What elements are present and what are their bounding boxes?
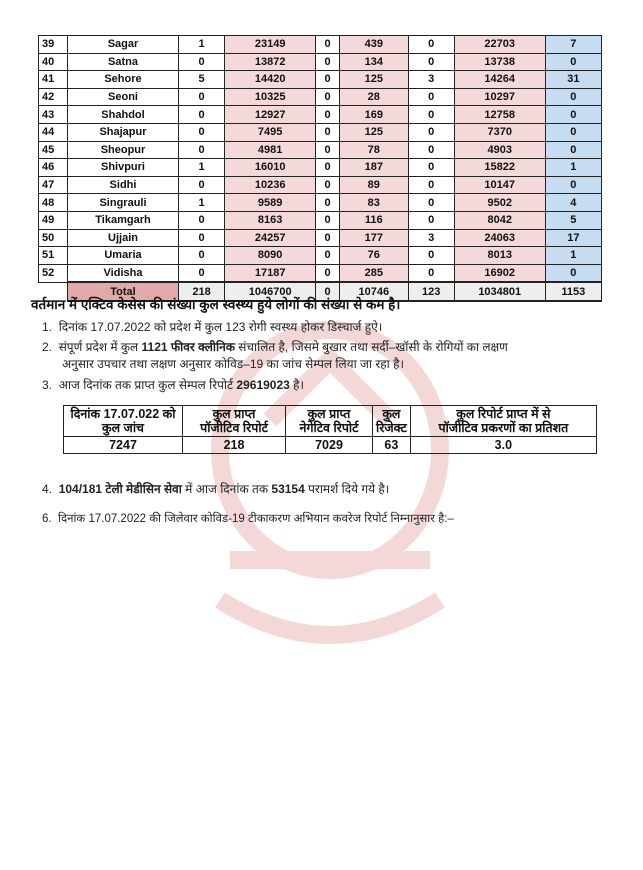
value-cell: 0 <box>179 106 225 124</box>
serial-cell: 43 <box>39 106 68 124</box>
point-4: 4. 104/181 टेली मेडीसिन सेवा में आज दिनांक तक 53154 परामर्श दिये गये है। <box>42 482 390 496</box>
value-negative: 7029 <box>286 437 373 454</box>
value-cell: 17 <box>545 229 601 247</box>
table-row <box>39 88 602 106</box>
value-cell: 5 <box>179 71 225 89</box>
value-cell: 0 <box>179 176 225 194</box>
value-cell: 14420 <box>225 71 316 89</box>
value-cell: 0 <box>545 53 601 71</box>
header-negative: कुल प्राप्त नेगेटिव रिपोर्ट <box>286 406 373 437</box>
value-cell: 5 <box>545 211 601 229</box>
point-3: 3. आज दिनांक तक प्राप्त कुल सेम्पल रिपोर्ट 29619023 है। <box>42 378 305 392</box>
value-cell: 13738 <box>454 53 545 71</box>
value-cell: 0 <box>408 123 454 141</box>
value-cell: 0 <box>316 194 340 212</box>
value-cell: 83 <box>340 194 409 212</box>
value-cell: 0 <box>316 247 340 265</box>
value-cell: 0 <box>408 211 454 229</box>
value-cell: 0 <box>316 71 340 89</box>
value-cell: 0 <box>316 123 340 141</box>
value-cell: 1 <box>179 36 225 54</box>
total-value-cell: 0 <box>316 282 340 301</box>
value-cell: 3 <box>408 71 454 89</box>
value-positivity: 3.0 <box>410 437 596 454</box>
district-name-cell: Sagar <box>68 36 179 54</box>
value-cell: 3 <box>408 229 454 247</box>
value-cell: 0 <box>179 88 225 106</box>
district-name-cell: Shivpuri <box>68 159 179 177</box>
serial-cell: 42 <box>39 88 68 106</box>
value-cell: 23149 <box>225 36 316 54</box>
value-cell: 8090 <box>225 247 316 265</box>
value-cell: 8163 <box>225 211 316 229</box>
header-total-tests: दिनांक 17.07.022 को कुल जांच <box>64 406 183 437</box>
value-cell: 116 <box>340 211 409 229</box>
value-cell: 0 <box>179 123 225 141</box>
value-cell: 125 <box>340 71 409 89</box>
point-1: 1. दिनांक 17.07.2022 को प्रदेश में कुल 123 रोगी स्वस्थ्य होकर डिस्चार्ज हुऐ। <box>42 320 383 334</box>
value-cell: 1 <box>545 247 601 265</box>
table-row <box>39 141 602 159</box>
total-value-cell: 10746 <box>340 282 409 301</box>
district-name-cell: Singrauli <box>68 194 179 212</box>
value-cell: 4903 <box>454 141 545 159</box>
total-value-cell: 1153 <box>545 282 601 301</box>
value-cell: 187 <box>340 159 409 177</box>
table-row <box>39 229 602 247</box>
value-cell: 0 <box>316 106 340 124</box>
value-cell: 0 <box>179 229 225 247</box>
header-positivity: कुल रिपोर्ट प्राप्त में से पॉजीटिव प्रकरणों का प्रतिशत <box>410 406 596 437</box>
serial-cell: 52 <box>39 264 68 282</box>
value-cell: 31 <box>545 71 601 89</box>
value-cell: 1 <box>179 159 225 177</box>
value-cell: 7370 <box>454 123 545 141</box>
value-cell: 10297 <box>454 88 545 106</box>
value-cell: 12927 <box>225 106 316 124</box>
value-cell: 9502 <box>454 194 545 212</box>
district-name-cell: Sidhi <box>68 176 179 194</box>
table-row <box>39 247 602 265</box>
value-cell: 0 <box>545 264 601 282</box>
value-total-tests: 7247 <box>64 437 183 454</box>
value-cell: 14264 <box>454 71 545 89</box>
value-cell: 17187 <box>225 264 316 282</box>
value-cell: 0 <box>545 123 601 141</box>
district-name-cell: Shahdol <box>68 106 179 124</box>
table-row <box>39 264 602 282</box>
value-cell: 0 <box>316 211 340 229</box>
district-name-cell: Vidisha <box>68 264 179 282</box>
district-name-cell: Shajapur <box>68 123 179 141</box>
serial-cell: 39 <box>39 36 68 54</box>
value-cell: 10236 <box>225 176 316 194</box>
value-cell: 125 <box>340 123 409 141</box>
value-positive: 218 <box>183 437 286 454</box>
district-name-cell: Satna <box>68 53 179 71</box>
serial-cell: 40 <box>39 53 68 71</box>
serial-cell: 50 <box>39 229 68 247</box>
value-cell: 0 <box>179 141 225 159</box>
value-cell: 16010 <box>225 159 316 177</box>
point-2-line-2: अनुसार उपचार तथा लक्षण अनुसार कोविड–19 का जांच सेम्पल लिया जा रहा है। <box>62 357 405 371</box>
serial-cell: 51 <box>39 247 68 265</box>
value-cell: 76 <box>340 247 409 265</box>
value-cell: 0 <box>316 88 340 106</box>
value-cell: 0 <box>408 264 454 282</box>
active-cases-heading: वर्तमान में एक्टिव केसेस की संख्या कुल स्वस्थ्य हुये लोगों की संख्या से कम है। <box>31 297 401 312</box>
table-row <box>39 159 602 177</box>
total-value-cell: 123 <box>408 282 454 301</box>
value-cell: 24257 <box>225 229 316 247</box>
value-cell: 1 <box>545 159 601 177</box>
district-name-cell: Ujjain <box>68 229 179 247</box>
table-row <box>39 36 602 54</box>
value-cell: 0 <box>179 247 225 265</box>
value-cell: 78 <box>340 141 409 159</box>
table-row <box>39 123 602 141</box>
serial-cell: 48 <box>39 194 68 212</box>
value-cell: 0 <box>408 194 454 212</box>
serial-cell: 41 <box>39 71 68 89</box>
total-value-cell: 1034801 <box>454 282 545 301</box>
point-6: 6. दिनांक 17.07.2022 की जिलेवार कोविड-19 टीकाकरण अभियान कवरेज रिपोर्ट निम्नानुसार है:– <box>42 513 454 525</box>
table-row <box>39 106 602 124</box>
total-value-cell: 218 <box>179 282 225 301</box>
total-label: Total <box>68 282 179 301</box>
value-cell: 15822 <box>454 159 545 177</box>
value-cell: 0 <box>316 176 340 194</box>
value-rejected: 63 <box>373 437 411 454</box>
value-cell: 285 <box>340 264 409 282</box>
serial-cell: 49 <box>39 211 68 229</box>
value-cell: 13872 <box>225 53 316 71</box>
value-cell: 0 <box>408 106 454 124</box>
serial-cell: 45 <box>39 141 68 159</box>
district-name-cell: Tikamgarh <box>68 211 179 229</box>
district-name-cell: Sheopur <box>68 141 179 159</box>
district-name-cell: Umaria <box>68 247 179 265</box>
value-cell: 0 <box>316 229 340 247</box>
value-cell: 0 <box>408 159 454 177</box>
value-cell: 0 <box>545 176 601 194</box>
serial-cell: 47 <box>39 176 68 194</box>
value-cell: 0 <box>316 141 340 159</box>
value-cell: 177 <box>340 229 409 247</box>
point-2: 2. संपूर्ण प्रदेश में कुल 1121 फीवर क्लीनिक संचालित है, जिसमे बुखार तथा सर्दी–खॉसी के रोगियों का लक्षण <box>42 340 508 354</box>
value-cell: 0 <box>545 141 601 159</box>
value-cell: 0 <box>408 53 454 71</box>
serial-cell: 44 <box>39 123 68 141</box>
value-cell: 0 <box>316 159 340 177</box>
value-cell: 8013 <box>454 247 545 265</box>
value-cell: 0 <box>179 53 225 71</box>
value-cell: 7495 <box>225 123 316 141</box>
value-cell: 28 <box>340 88 409 106</box>
value-cell: 22703 <box>454 36 545 54</box>
value-cell: 134 <box>340 53 409 71</box>
value-cell: 1 <box>179 194 225 212</box>
header-positive: कुल प्राप्त पॉजीटिव रिपोर्ट <box>183 406 286 437</box>
value-cell: 439 <box>340 36 409 54</box>
test-summary-table <box>63 405 597 454</box>
value-cell: 0 <box>408 247 454 265</box>
value-cell: 0 <box>545 106 601 124</box>
value-cell: 0 <box>316 36 340 54</box>
total-value-cell: 1046700 <box>225 282 316 301</box>
value-cell: 0 <box>179 211 225 229</box>
value-cell: 24063 <box>454 229 545 247</box>
value-cell: 169 <box>340 106 409 124</box>
value-cell: 4981 <box>225 141 316 159</box>
value-cell: 12758 <box>454 106 545 124</box>
value-cell: 10325 <box>225 88 316 106</box>
district-name-cell: Sehore <box>68 71 179 89</box>
serial-cell: 46 <box>39 159 68 177</box>
header-rejected: कुल रिजेक्ट <box>373 406 411 437</box>
value-cell: 0 <box>545 88 601 106</box>
value-cell: 16902 <box>454 264 545 282</box>
value-cell: 0 <box>408 176 454 194</box>
value-cell: 9589 <box>225 194 316 212</box>
table-row <box>39 176 602 194</box>
value-cell: 0 <box>408 141 454 159</box>
value-cell: 0 <box>408 36 454 54</box>
table-row <box>39 71 602 89</box>
table-row <box>39 194 602 212</box>
value-cell: 0 <box>316 264 340 282</box>
value-cell: 0 <box>316 53 340 71</box>
table-row <box>39 211 602 229</box>
value-cell: 4 <box>545 194 601 212</box>
value-cell: 8042 <box>454 211 545 229</box>
value-cell: 89 <box>340 176 409 194</box>
district-name-cell: Seoni <box>68 88 179 106</box>
district-table <box>38 35 602 302</box>
value-cell: 0 <box>179 264 225 282</box>
value-cell: 7 <box>545 36 601 54</box>
value-cell: 10147 <box>454 176 545 194</box>
value-cell: 0 <box>408 88 454 106</box>
table-row <box>39 53 602 71</box>
